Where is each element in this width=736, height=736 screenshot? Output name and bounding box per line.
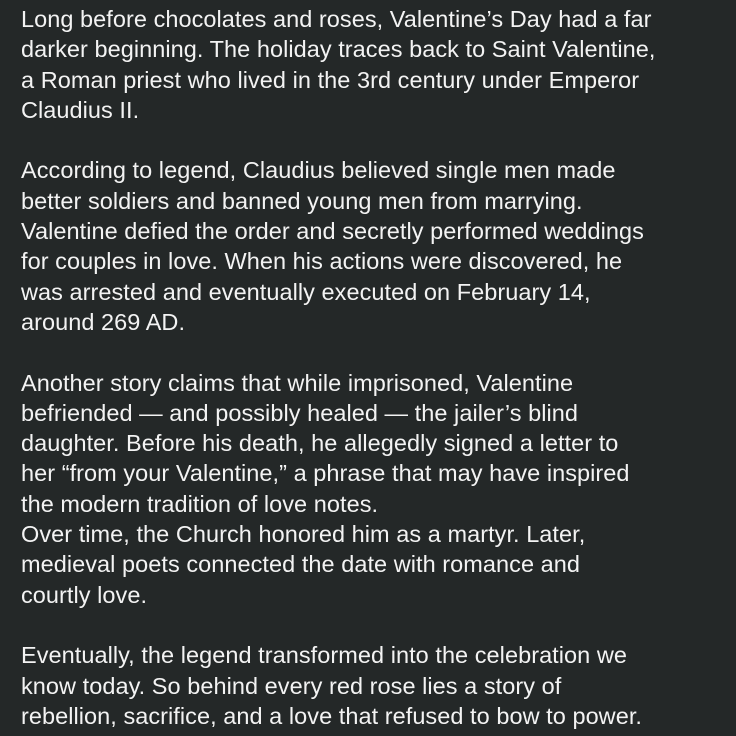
paragraph-3 (21, 368, 722, 610)
text-line: courtly love. (21, 581, 148, 608)
text-line: Claudius II. (21, 96, 140, 123)
text-line: Another story claims that while imprisoned, Valentine (21, 369, 574, 396)
text-line: daughter. Before his death, he allegedly signed a letter to (21, 430, 619, 457)
text-line: Eventually, the legend transformed into the celebration we (21, 642, 627, 669)
text-line: her “from your Valentine,” a phrase that may have inspired (21, 460, 630, 487)
text-line: for couples in love. When his actions were discovered, he (21, 248, 623, 275)
text-line: medieval poets connected the date with romance and (21, 551, 581, 578)
text-line: better soldiers and banned young men from marrying. (21, 187, 583, 214)
paragraph-1 (21, 4, 722, 125)
paragraph-4 (21, 640, 722, 731)
text-line: was arrested and eventually executed on February 14, (21, 278, 591, 305)
paragraph-2 (21, 155, 722, 337)
text-line: Over time, the Church honored him as a martyr. Later, (21, 521, 586, 548)
text-line: know today. So behind every red rose lies a story of (21, 672, 562, 699)
paragraph-spacer (21, 337, 722, 367)
text-line: According to legend, Claudius believed single men made (21, 157, 616, 184)
text-line: around 269 AD. (21, 308, 186, 335)
text-line: a Roman priest who lived in the 3rd century under Emperor (21, 66, 640, 93)
paragraph-spacer (21, 610, 722, 640)
text-line: befriended — and possibly healed — the jailer’s blind (21, 399, 578, 426)
text-line: the modern tradition of love notes. (21, 490, 379, 517)
text-line: darker beginning. The holiday traces back to Saint Valentine, (21, 36, 656, 63)
text-line: rebellion, sacrifice, and a love that refused to bow to power. (21, 702, 642, 729)
paragraph-spacer (21, 125, 722, 155)
text-line: Valentine defied the order and secretly performed weddings (21, 218, 644, 245)
text-line: Long before chocolates and roses, Valentine’s Day had a far (21, 6, 652, 32)
